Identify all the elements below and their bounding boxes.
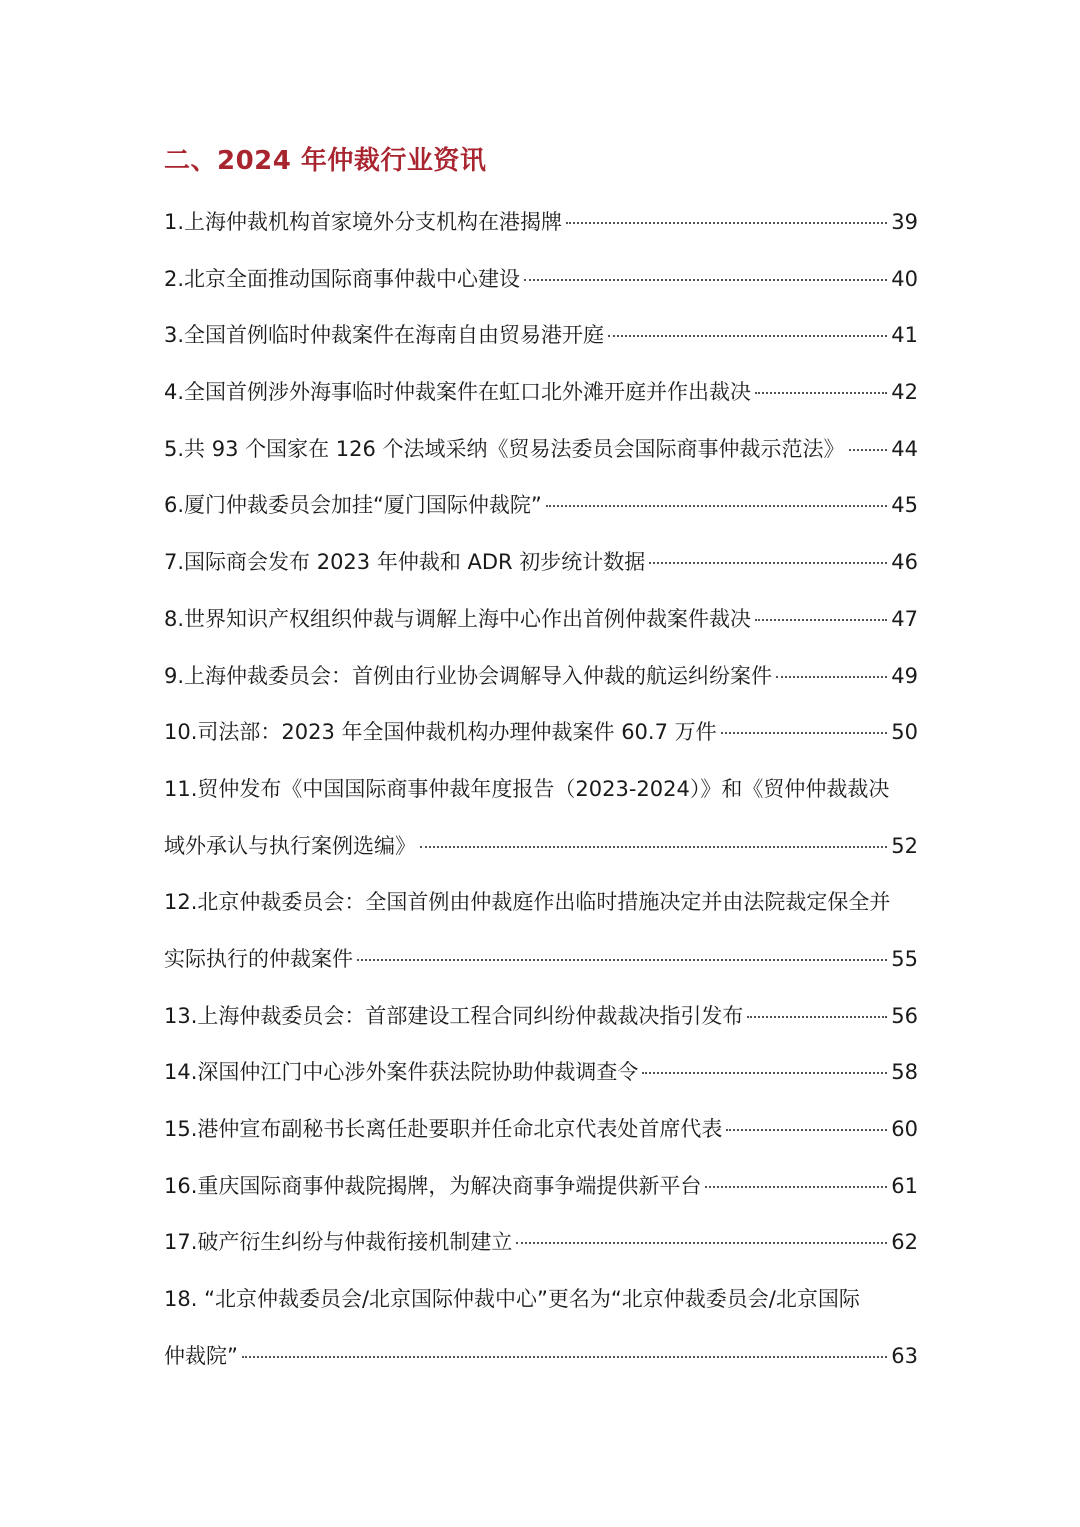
toc-entry-title: 7.国际商会发布 2023 年仲裁和 ADR 初步统计数据 bbox=[164, 550, 646, 575]
toc-page-number: 60 bbox=[891, 1117, 918, 1141]
toc-leader-dots bbox=[705, 1186, 887, 1188]
toc-entry-11[interactable] bbox=[164, 761, 918, 874]
toc-leader-dots bbox=[242, 1356, 887, 1358]
toc-entry-4[interactable] bbox=[164, 364, 918, 421]
toc-page-number: 62 bbox=[891, 1230, 918, 1255]
toc-leader-dots bbox=[747, 1016, 887, 1018]
toc-leader-dots bbox=[849, 449, 888, 451]
toc-entry-title: 1.上海仲裁机构首家境外分支机构在港揭牌 bbox=[164, 210, 563, 234]
toc-entry-1[interactable] bbox=[164, 194, 918, 251]
toc-leader-dots bbox=[755, 392, 887, 394]
toc-leader-dots bbox=[516, 1242, 887, 1244]
toc-leader-dots bbox=[566, 222, 887, 224]
toc-entry-title: 2.北京全面推动国际商事仲裁中心建设 bbox=[164, 266, 521, 291]
toc-page-number: 42 bbox=[891, 380, 918, 405]
toc-entry-title-line2: 仲裁院” bbox=[164, 1343, 238, 1368]
toc-entry-8[interactable] bbox=[164, 591, 918, 648]
toc-entry-13[interactable] bbox=[164, 988, 918, 1045]
toc-leader-dots bbox=[721, 732, 888, 734]
toc-page-number: 58 bbox=[891, 1060, 918, 1085]
toc-entry-title-line1: 18. “北京仲裁委员会/北京国际仲裁中心”更名为“北京仲裁委员会/北京国际 bbox=[164, 1287, 860, 1312]
toc-page-number: 56 bbox=[891, 1003, 918, 1028]
toc-entry-title-line2: 实际执行的仲裁案件 bbox=[164, 946, 353, 971]
toc-leader-dots bbox=[420, 846, 887, 848]
toc-page-number: 50 bbox=[891, 720, 918, 745]
toc-page-number: 52 bbox=[891, 833, 918, 858]
toc-leader-dots bbox=[357, 959, 887, 961]
toc-page-number: 45 bbox=[891, 493, 918, 518]
toc-entry-7[interactable] bbox=[164, 534, 918, 591]
toc-entry-18[interactable] bbox=[164, 1271, 918, 1384]
toc-page-number: 44 bbox=[891, 436, 918, 461]
toc-page-number: 40 bbox=[891, 266, 918, 291]
toc-entry-title: 3.全国首例临时仲裁案件在海南自由贸易港开庭 bbox=[164, 323, 605, 348]
toc-leader-dots bbox=[546, 505, 887, 507]
toc-leader-dots bbox=[642, 1072, 887, 1074]
toc-entry-title: 15.港仲宣布副秘书长离任赴要职并任命北京代表处首席代表 bbox=[164, 1117, 723, 1141]
toc-leader-dots bbox=[726, 1129, 887, 1131]
toc-entry-title: 13.上海仲裁委员会：首部建设工程合同纠纷仲裁裁决指引发布 bbox=[164, 1003, 744, 1028]
toc-leader-dots bbox=[608, 335, 887, 337]
toc-page-number: 49 bbox=[891, 663, 918, 688]
toc-entry-title-line1: 12.北京仲裁委员会：全国首例由仲裁庭作出临时措施决定并由法院裁定保全并 bbox=[164, 890, 891, 915]
toc-entry-5[interactable] bbox=[164, 421, 918, 478]
toc-entry-16[interactable] bbox=[164, 1158, 918, 1215]
toc-entry-2[interactable] bbox=[164, 251, 918, 308]
toc-entry-title: 10.司法部：2023 年全国仲裁机构办理仲裁案件 60.7 万件 bbox=[164, 720, 717, 745]
toc-entry-3[interactable] bbox=[164, 307, 918, 364]
toc-entry-title: 14.深国仲江门中心涉外案件获法院协助仲裁调查令 bbox=[164, 1060, 639, 1085]
toc-entry-title-line2: 域外承认与执行案例选编》 bbox=[164, 833, 416, 858]
toc-page-number: 46 bbox=[891, 550, 918, 575]
toc-entry-title: 16.重庆国际商事仲裁院揭牌，为解决商事争端提供新平台 bbox=[164, 1173, 702, 1198]
toc-page-number: 47 bbox=[891, 606, 918, 631]
toc-page-number: 55 bbox=[891, 946, 918, 971]
toc-entry-title: 17.破产衍生纠纷与仲裁衔接机制建立 bbox=[164, 1230, 513, 1255]
toc-entry-12[interactable] bbox=[164, 874, 918, 987]
toc-page-number: 63 bbox=[891, 1343, 918, 1368]
table-of-contents bbox=[164, 194, 918, 1384]
toc-page-number: 39 bbox=[891, 210, 918, 234]
toc-entry-6[interactable] bbox=[164, 477, 918, 534]
toc-leader-dots bbox=[755, 619, 887, 621]
toc-entry-title: 8.世界知识产权组织仲裁与调解上海中心作出首例仲裁案件裁决 bbox=[164, 606, 752, 631]
toc-entry-title: 5.共 93 个国家在 126 个法域采纳《贸易法委员会国际商事仲裁示范法》 bbox=[164, 436, 845, 461]
toc-page-number: 61 bbox=[891, 1173, 918, 1198]
toc-entry-14[interactable] bbox=[164, 1044, 918, 1101]
toc-entry-15[interactable] bbox=[164, 1101, 918, 1158]
toc-leader-dots bbox=[776, 676, 887, 678]
toc-entry-title: 4.全国首例涉外海事临时仲裁案件在虹口北外滩开庭并作出裁决 bbox=[164, 380, 752, 405]
toc-entry-title: 9.上海仲裁委员会：首例由行业协会调解导入仲裁的航运纠纷案件 bbox=[164, 663, 773, 688]
toc-entry-10[interactable] bbox=[164, 704, 918, 761]
toc-entry-title-line1: 11.贸仲发布《中国国际商事仲裁年度报告（2023-2024）》和《贸仲仲裁裁决 bbox=[164, 776, 890, 801]
toc-leader-dots bbox=[524, 279, 887, 281]
section-title: 二、2024 年仲裁行业资讯 bbox=[164, 146, 487, 176]
toc-leader-dots bbox=[649, 562, 887, 564]
toc-entry-title: 6.厦门仲裁委员会加挂“厦门国际仲裁院” bbox=[164, 493, 542, 518]
toc-page-number: 41 bbox=[891, 323, 918, 348]
toc-entry-9[interactable] bbox=[164, 648, 918, 705]
toc-entry-17[interactable] bbox=[164, 1214, 918, 1271]
